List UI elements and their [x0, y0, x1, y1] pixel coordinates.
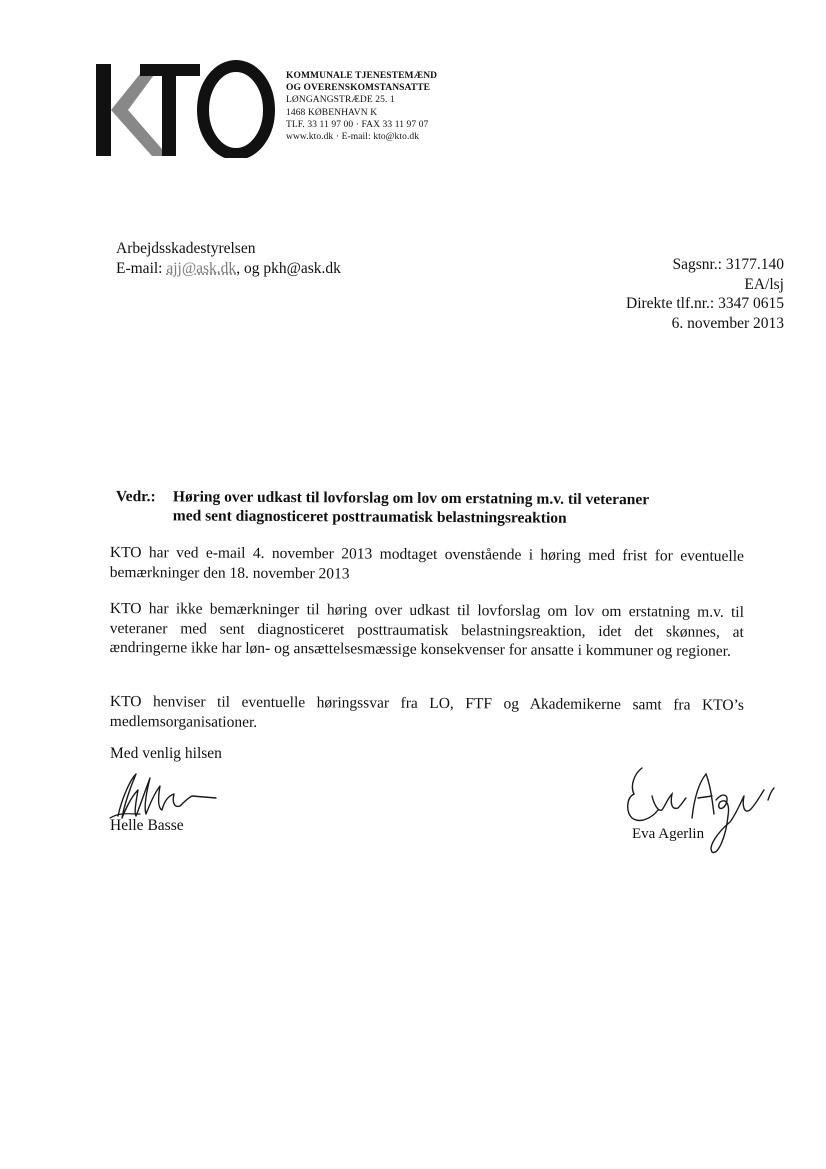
- email-separator: , og: [236, 260, 260, 277]
- org-name-line-2: OG OVERENSKOMSTANSATTE: [286, 83, 431, 94]
- subject-line: [116, 487, 756, 529]
- signature-eva-agerlin: [612, 760, 782, 860]
- org-name-line-1: KOMMUNALE TJENESTEMÆND: [286, 71, 438, 81]
- signatory-right-name: Eva Agerlin: [632, 826, 705, 842]
- kto-logo: [96, 60, 276, 158]
- recipient-email-1[interactable]: ajj@ask.dk: [166, 260, 237, 277]
- recipient-block: [116, 239, 341, 279]
- reference-block: [626, 255, 784, 333]
- org-city: 1468 KØBENHAVN K: [286, 107, 378, 118]
- subject-text-2: med sent diagnosticeret posttraumatisk belastningsreaktion: [172, 507, 567, 527]
- initials: EA/lsj: [744, 275, 784, 293]
- org-web-email: www.kto.dk · E-mail: kto@kto.dk: [286, 132, 420, 143]
- body-paragraph-2: KTO har ikke bemærkninger til høring over udkast til lovforslag om lov om erstatning m.v. til veteraner med sent diagnosticeret posttraumatisk belastningsreaktion, idet det skønnes, at ændringerne ikke har løn- og ansættelsesmæssige konsekvenser for ansatte i kommuner og regioner.: [109, 600, 744, 660]
- recipient-name: Arbejdsskadestyrelsen: [116, 240, 256, 257]
- letter-date: 6. november 2013: [671, 314, 784, 332]
- subject-prefix: Vedr.:: [115, 487, 156, 506]
- subject-text-1: Høring over udkast til lovforslag om lov om erstatning m.v. til veteraner: [172, 488, 650, 509]
- body-paragraph-3: KTO henviser til eventuelle høringssvar fra LO, FTF og Akademikerne samt fra KTO’s medlemsorganisationer.: [109, 693, 744, 731]
- org-phone-fax: TLF. 33 11 97 00 · FAX 33 11 97 07: [286, 119, 429, 130]
- recipient-email-line: [116, 259, 341, 279]
- recipient-email-2[interactable]: pkh@ask.dk: [263, 260, 341, 277]
- direct-phone: Direkte tlf.nr.: 3347 0615: [626, 295, 784, 312]
- organization-address: [286, 70, 437, 143]
- case-number: Sagsnr.: 3177.140: [672, 256, 784, 273]
- body-paragraph-1: KTO har ved e-mail 4. november 2013 modtaget ovenstående i høring med frist for eventuelle bemærkninger den 18. november 2013: [109, 544, 744, 582]
- org-street: LØNGANGSTRÆDE 25. 1: [286, 95, 395, 106]
- email-label: E-mail:: [116, 260, 163, 277]
- closing-phrase: Med venlig hilsen: [110, 745, 222, 762]
- signatory-left-name: Helle Basse: [110, 817, 184, 834]
